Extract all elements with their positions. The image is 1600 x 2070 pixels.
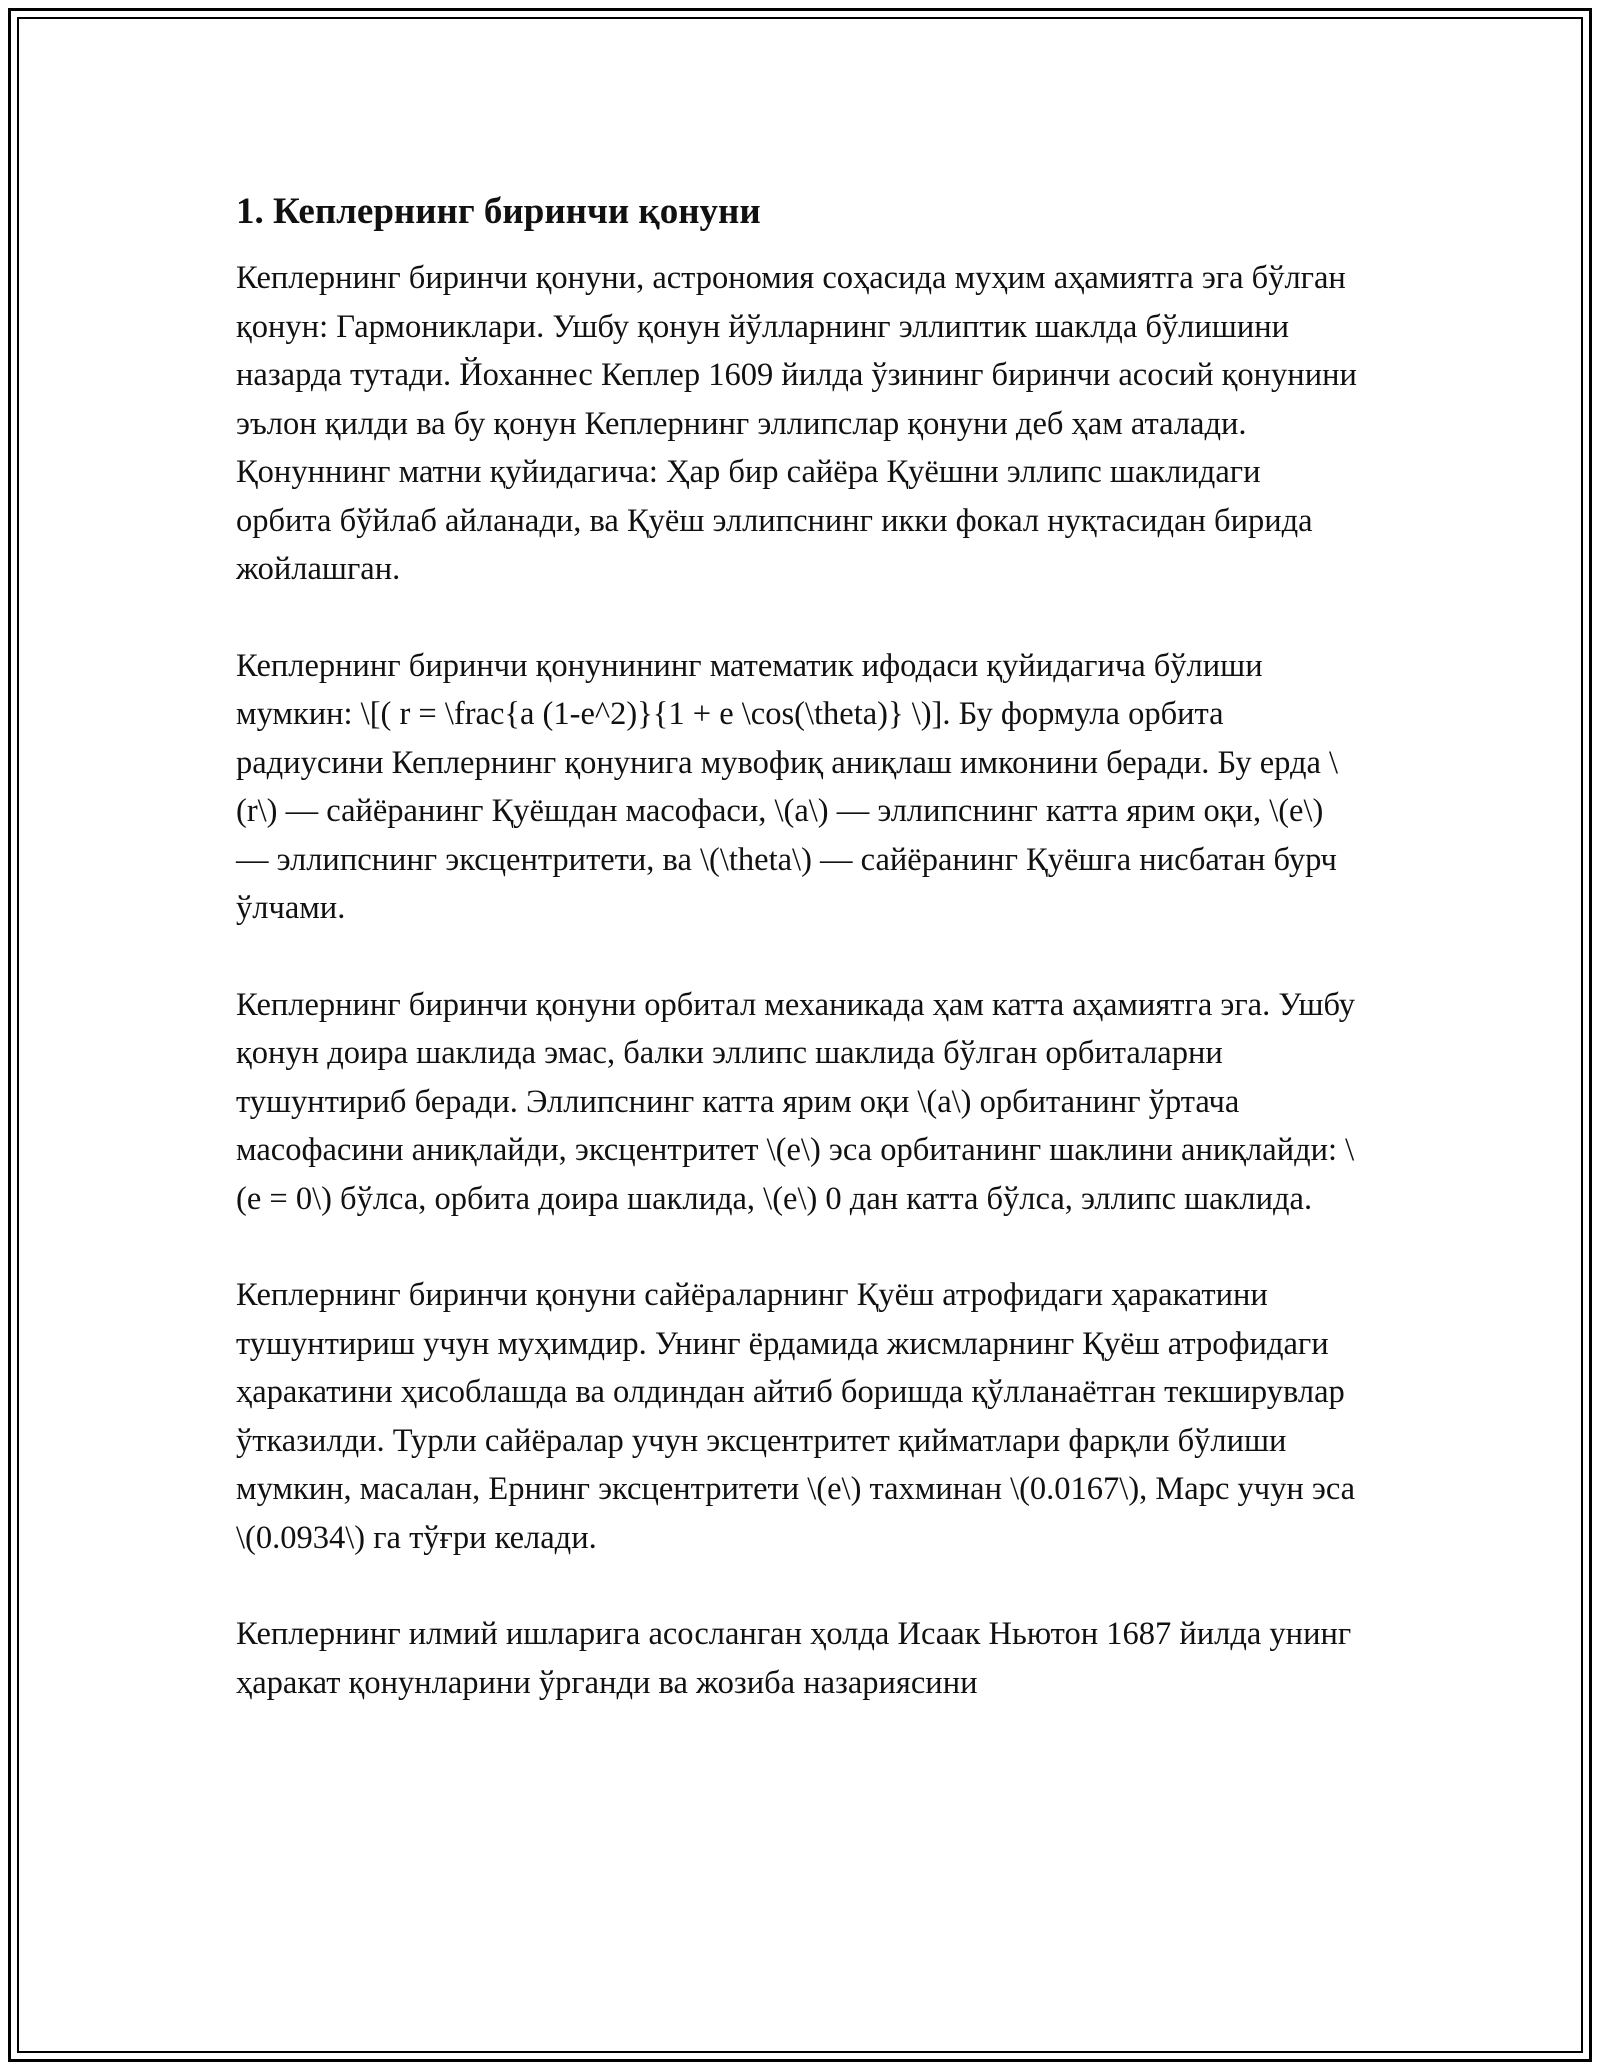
section-heading: 1. Кеплернинг биринчи қонуни (236, 191, 761, 232)
paragraph-newton: Кеплернинг илмий ишларига асосланган ҳолда Исаак Ньютон 1687 йилда унинг ҳаракат қонунларини ўрганди ва жозиба назариясини (236, 1616, 1352, 1701)
paragraph-math-expression: Кеплернинг биринчи қонунининг математик ифодаси қуйидагича бўлиши мумкин: \[( r = \frac{a (1-e^2)}{1 + e \cos(\theta)} \)]. Бу формула орбита радиусини Кеплернинг қонунига мувофиқ аниқлаш имконини беради. Бу ерда \(r\) — сайёранинг Қуёшдан масофаси, \(a\) — эллипснинг катта ярим оқи, \(e\) — эллипснинг эксцентритети, ва \(\theta\) — сайёранинг Қуёшга нисбатан бурч ўлчами. (236, 647, 1339, 926)
paragraph-orbital-mechanics: Кеплернинг биринчи қонуни орбитал механикада ҳам катта аҳамиятга эга. Ушбу қонун доира шаклида эмас, балки эллипс шаклида бўлган орбиталарни тушунтириб беради. Эллипснинг катта ярим оқи \(a\) орбитанинг ўртача масофасини аниқлайди, эксцентритет \(e\) эса орбитанинг шаклини аниқлайди: \(e = 0\) бўлса, орбита доира шаклида, \(e\) 0 дан катта бўлса, эллипс шаклида. (236, 986, 1356, 1217)
paragraph-first-law-intro: Кеплернинг биринчи қонуни, астрономия соҳасида муҳим аҳамиятга эга бўлган қонун: Гармониклари. Ушбу қонун йўлларнинг эллиптик шаклда бўлишини назарда тутади. Йоханнес Кеплер 1609 йилда ўзининг биринчи асосий қонунини эълон қилди ва бу қонун Кеплернинг эллипслар қонуни деб ҳам аталади. Қонуннинг матни қуйидагича: Ҳар бир сайёра Қуёшни эллипс шаклидаги орбита бўйлаб айланади, ва Қуёш эллипснинг икки фокал нуқтасидан бирида жойлашган. (236, 260, 1357, 587)
document-body (236, 188, 1362, 1755)
paragraph-planet-motion: Кеплернинг биринчи қонуни сайёраларнинг Қуёш атрофидаги ҳаракатини тушунтириш учун муҳимдир. Унинг ёрдамида жисмларнинг Қуёш атрофидаги ҳаракатини ҳисоблашда ва олдиндан айтиб боришда қўлланаётган текширувлар ўтказилди. Турли сайёралар учун эксцентритет қийматлари фарқли бўлиши мумкин, масалан, Ернинг эксцентритети \(e\) тахминан \(0.0167\), Марс учун эса \(0.0934\) га тўғри келади. (236, 1277, 1356, 1556)
